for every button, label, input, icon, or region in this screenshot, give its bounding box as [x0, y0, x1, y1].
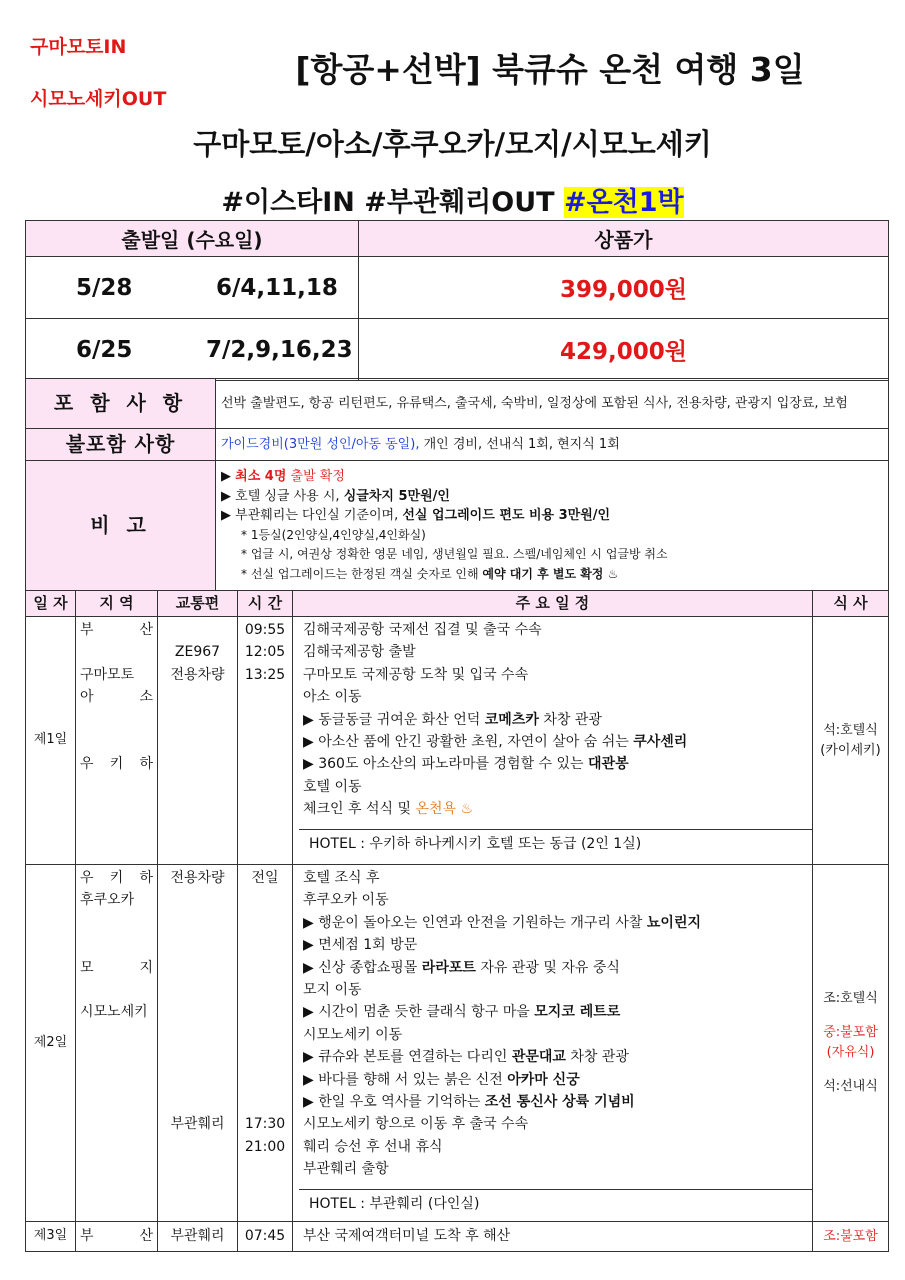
hotel-info: HOTEL : 우키하 하나케시키 호텔 또는 동급 (2인 1실) [299, 829, 812, 855]
excluded-text: 가이드경비(3만원 성인/아동 동일), 개인 경비, 선내식 1회, 현지식 1회 [216, 429, 889, 461]
hotel-info: HOTEL : 부관훼리 (다인실) [299, 1189, 812, 1215]
info-table [25, 378, 889, 591]
included-label: 포 함 사 항 [26, 379, 216, 429]
day-label: 제3일 [26, 1222, 76, 1252]
page-title: [항공+선박] 북큐슈 온천 여행 3일 [295, 50, 805, 89]
tag-onsen: #온천1박 [563, 187, 684, 218]
col-day: 일 자 [26, 591, 76, 617]
arrival-city-label: 구마모토IN [30, 36, 127, 58]
excluded-label: 불포함 사항 [26, 429, 216, 461]
notes-text: ▶ 최소 4명 출발 확정 ▶ 호텔 싱글 사용 시, 싱글차지 5만원/인 ▶ 부관훼리는 다인실 기준이며, 선실 업그레이드 편도 비용 3만원/인 * 1등실(2인양실,4인양실,4인화실) * 업글 시, 여권상 정확한 영문 네임, 생년월일 필요. 스펠/네임체인 시 업글방 취소 * 선실 업그레이드는 한정된 객실 숫자로 인해 예약 대기 후 별도 확정 ♨ [216, 461, 889, 591]
day-label: 제1일 [26, 617, 76, 865]
col-time: 시 간 [238, 591, 293, 617]
date-cell: 6/25 7/2,9,16,23 [26, 319, 359, 381]
transport: 부관훼리 [158, 1222, 238, 1252]
departure-city-label: 시모노세키OUT [30, 88, 167, 110]
col-itinerary: 주 요 일 정 [293, 591, 813, 617]
regions: 우 키 하 후쿠오카 모 지 시모노세키 [76, 865, 158, 1222]
transport: ZE967 전용차량 [158, 617, 238, 865]
route: 구마모토/아소/후쿠오카/모지/시모노세키 [193, 127, 712, 161]
meal: 석:호텔식 (카이세키) [813, 617, 889, 865]
price: 429,000원 [359, 319, 889, 381]
transport: 전용차량 부관훼리 [158, 865, 238, 1222]
region: 부 산 [76, 1222, 158, 1252]
schedule-table [25, 590, 889, 1252]
price-header: 상품가 [359, 221, 889, 257]
regions: 부 산 구마모토 아 소 우 키 하 [76, 617, 158, 865]
itinerary: 김해국제공항 국제선 집결 및 출국 수속 김해국제공항 출발 구마모토 국제공항 도착 및 입국 수속 아소 이동 ▶ 동글동글 귀여운 화산 언덕 코메츠카 차창 관광 ▶ 아소산 품에 안긴 광활한 초원, 자연이 살아 숨 쉬는 쿠사센리 ▶ 360도 아소산의 파노라마를 경험할 수 있는 대관봉 호텔 이동 체크인 후 석식 및 온천욕 ♨ HOTEL : 우키하 하나케시키 호텔 또는 동급 (2인 1실) [293, 617, 813, 865]
col-region: 지 역 [76, 591, 158, 617]
price-table [25, 220, 889, 381]
times: 전일 17:30 21:00 [238, 865, 293, 1222]
date-header: 출발일 (수요일) [26, 221, 359, 257]
tags [0, 180, 905, 219]
itinerary: 호텔 조식 후 후쿠오카 이동 ▶ 행운이 돌아오는 인연과 안전을 기원하는 개구리 사찰 뇨이린지 ▶ 면세점 1회 방문 ▶ 신상 종합쇼핑몰 라라포트 자유 관광 및 자유 중식 모지 이동 ▶ 시간이 멈춘 듯한 클래식 항구 마을 모지코 레트로 시모노세키 이동 ▶ 큐슈와 본토를 연결하는 다리인 관문대교 차창 관광 ▶ 바다를 향해 서 있는 붉은 신전 아카마 신궁 ▶ 한일 우호 역사를 기억하는 조선 통신사 상륙 기념비 시모노세키 항으로 이동 후 출국 수속 훼리 승선 후 선내 휴식 부관훼리 출항 HOTEL : 부관훼리 (다인실) [293, 865, 813, 1222]
price: 399,000원 [359, 257, 889, 319]
day-label: 제2일 [26, 865, 76, 1222]
col-transport: 교통편 [158, 591, 238, 617]
meal: 조:호텔식 중:불포함 (자유식) 석:선내식 [813, 865, 889, 1222]
col-meal: 식 사 [813, 591, 889, 617]
notes-label: 비 고 [26, 461, 216, 591]
date-cell: 5/28 6/4,11,18 [26, 257, 359, 319]
time: 07:45 [238, 1222, 293, 1252]
meal: 조:불포함 [813, 1222, 889, 1252]
times: 09:55 12:05 13:25 [238, 617, 293, 865]
tag-flight: #이스타IN #부관훼리OUT [221, 187, 555, 218]
itinerary: 부산 국제여객터미널 도착 후 해산 [293, 1222, 813, 1252]
included-text: 선박 출발편도, 항공 리턴편도, 유류택스, 출국세, 숙박비, 일정상에 포함된 식사, 전용차량, 관광지 입장료, 보험 [216, 379, 889, 429]
